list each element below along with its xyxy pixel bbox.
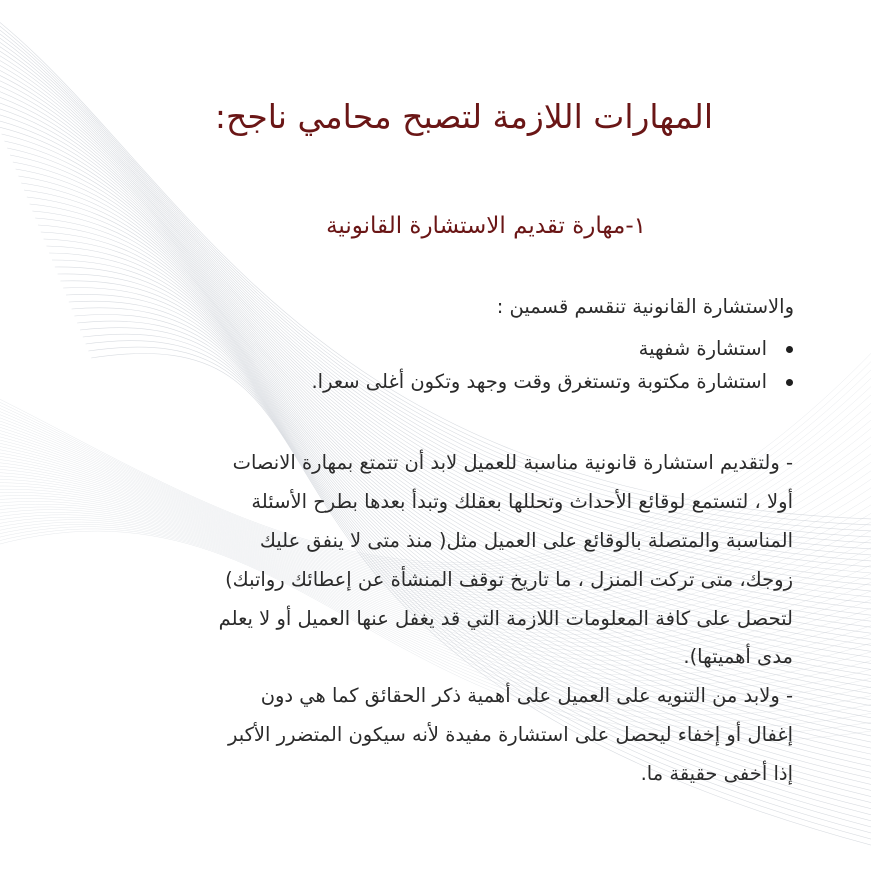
paragraph-line: المناسبة والمتصلة بالوقائع على العميل مثل( منذ متى لا ينفق عليك — [259, 528, 793, 552]
paragraph-line: إذا أخفى حقيقة ما. — [640, 762, 793, 786]
list-item-text: استشارة شفهية — [638, 337, 767, 360]
consultation-types-list — [93, 334, 793, 400]
page-title: المهارات اللازمة لتصبح محامي ناجح: — [214, 97, 713, 136]
paragraph-line: زوجك، متى تركت المنزل ، ما تاريخ توقف المنشأة عن إعطائك رواتبك) — [225, 567, 793, 591]
list-item — [93, 334, 793, 367]
section-heading: ١-مهارة تقديم الاستشارة القانونية — [326, 213, 646, 239]
paragraph-line: - ولتقديم استشارة قانونية مناسبة للعميل لابد أن تتمتع بمهارة الانصات — [232, 451, 793, 474]
bullet-icon — [786, 346, 793, 353]
body-paragraph — [71, 448, 793, 798]
paragraph-line: إغفال أو إخفاء ليحصل على استشارة مفيدة لأنه سيكون المتضرر الأكبر — [227, 723, 793, 747]
paragraph-line: أولا ، لتستمع لوقائع الأحداث وتحللها بعقلك وتبدأ بعدها بطرح الأسئلة — [251, 489, 793, 513]
list-item — [93, 367, 793, 400]
paragraph-line: مدى أهميتها). — [683, 645, 793, 669]
paragraph-line: - ولابد من التنويه على العميل على أهمية ذكر الحقائق كما هي دون — [260, 684, 793, 708]
bullet-icon — [786, 379, 793, 386]
list-item-text: استشارة مكتوبة وتستغرق وقت وجهد وتكون أغلى سعرا. — [311, 370, 767, 393]
paragraph-line: لتحصل على كافة المعلومات اللازمة التي قد يغفل عنها العميل أو لا يعلم — [218, 606, 793, 630]
intro-text: والاستشارة القانونية تنقسم قسمين : — [496, 295, 794, 318]
